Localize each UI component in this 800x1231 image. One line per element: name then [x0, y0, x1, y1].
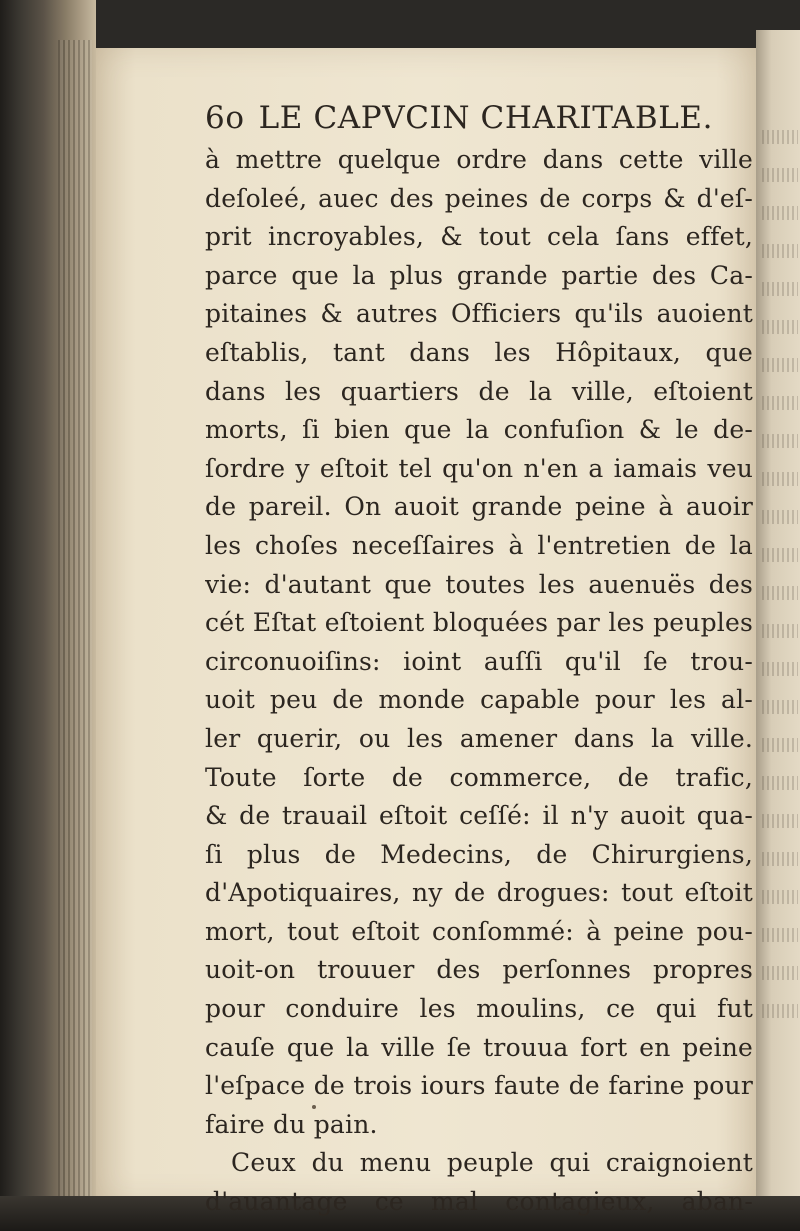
book-binding-left: [0, 0, 96, 1231]
bleed-through-text: [762, 586, 798, 600]
bleed-through-text: [762, 130, 798, 144]
bleed-through-text: [762, 510, 798, 524]
text-line: Ceux du menu peuple qui craignoient: [231, 1148, 753, 1178]
page-number: 6o: [205, 100, 245, 136]
bleed-through-text: [762, 168, 798, 182]
bleed-through-text: [762, 244, 798, 258]
text-line: eſtablis, tant dans les Hôpitaux, que: [205, 337, 753, 367]
bleed-through-text: [762, 890, 798, 904]
text-line: ſi plus de Medecins, de Chirurgiens,: [205, 839, 753, 869]
bleed-through-text: [762, 282, 798, 296]
text-line: & de trauail eſtoit ceſſé: il n'y auoit qua-: [205, 801, 753, 831]
running-header: [205, 100, 713, 136]
text-line: parce que la plus grande partie des Ca-: [205, 260, 753, 290]
text-line: uoit-on trouuer des perſonnes propres: [205, 955, 753, 985]
bleed-through-text: [762, 738, 798, 752]
bleed-through-text: [762, 966, 798, 980]
bleed-through-text: [762, 776, 798, 790]
text-line: les choſes neceſſaires à l'entretien de la: [205, 530, 753, 560]
text-line: ſordre y eſtoit tel qu'on n'en a iamais veu: [205, 453, 753, 483]
bleed-through-text: [762, 852, 798, 866]
running-title: LE CAPVCIN CHARITABLE.: [258, 100, 714, 136]
bleed-through-text: [762, 814, 798, 828]
bleed-through-text: [762, 206, 798, 220]
text-line: circonuoiſins: ioint auſſi qu'il ſe trou-: [205, 646, 753, 676]
text-line: à mettre quelque ordre dans cette ville: [205, 145, 753, 174]
text-line: Toute ſorte de commerce, de trafic,: [205, 762, 753, 792]
text-line: d'auantage ce mal contagieux, aban-: [205, 1187, 753, 1217]
ink-speck: [312, 1105, 316, 1109]
text-line: l'eſpace de trois iours faute de farine pour: [205, 1071, 753, 1101]
text-line: faire du pain.: [205, 1109, 378, 1139]
text-line: mort, tout eſtoit conſommé: à peine pou-: [205, 916, 753, 946]
text-line: cauſe que la ville ſe trouua fort en peine: [205, 1032, 753, 1062]
text-line: de pareil. On auoit grande peine à auoir: [205, 492, 753, 522]
text-line: pour conduire les moulins, ce qui fut: [205, 994, 753, 1024]
text-line: deſoleé, auec des peines de corps & d'eſ-: [205, 183, 753, 213]
bleed-through-text: [762, 472, 798, 486]
text-line: dans les quartiers de la ville, eſtoient: [205, 376, 753, 406]
page-text: [205, 141, 753, 1222]
text-line: pitaines & autres Officiers qu'ils auoient: [205, 299, 753, 329]
bleed-through-text: [762, 1004, 798, 1018]
text-line: morts, ſi bien que la confuſion & le de-: [205, 415, 753, 445]
binding-texture: [58, 40, 92, 1200]
text-line: ler querir, ou les amener dans la ville.: [205, 723, 753, 753]
bleed-through-text: [762, 928, 798, 942]
text-line: uoit peu de monde capable pour les al-: [205, 685, 753, 715]
bleed-through-text: [762, 396, 798, 410]
text-line: d'Apotiquaires, ny de drogues: tout eſtoit: [205, 878, 753, 908]
bleed-through-text: [762, 548, 798, 562]
text-line: cét Eſtat eſtoient bloquées par les peuples: [205, 608, 753, 638]
bleed-through-text: [762, 320, 798, 334]
text-line: vie: d'autant que toutes les auenuës des: [205, 569, 753, 599]
bleed-through-text: [762, 624, 798, 638]
bleed-through-text: [762, 662, 798, 676]
bleed-through-text: [762, 700, 798, 714]
bleed-through-text: [762, 358, 798, 372]
adjacent-page-edge: [756, 30, 800, 1200]
bleed-through-text: [762, 434, 798, 448]
text-line: prit incroyables, & tout cela ſans effet,: [205, 222, 753, 252]
